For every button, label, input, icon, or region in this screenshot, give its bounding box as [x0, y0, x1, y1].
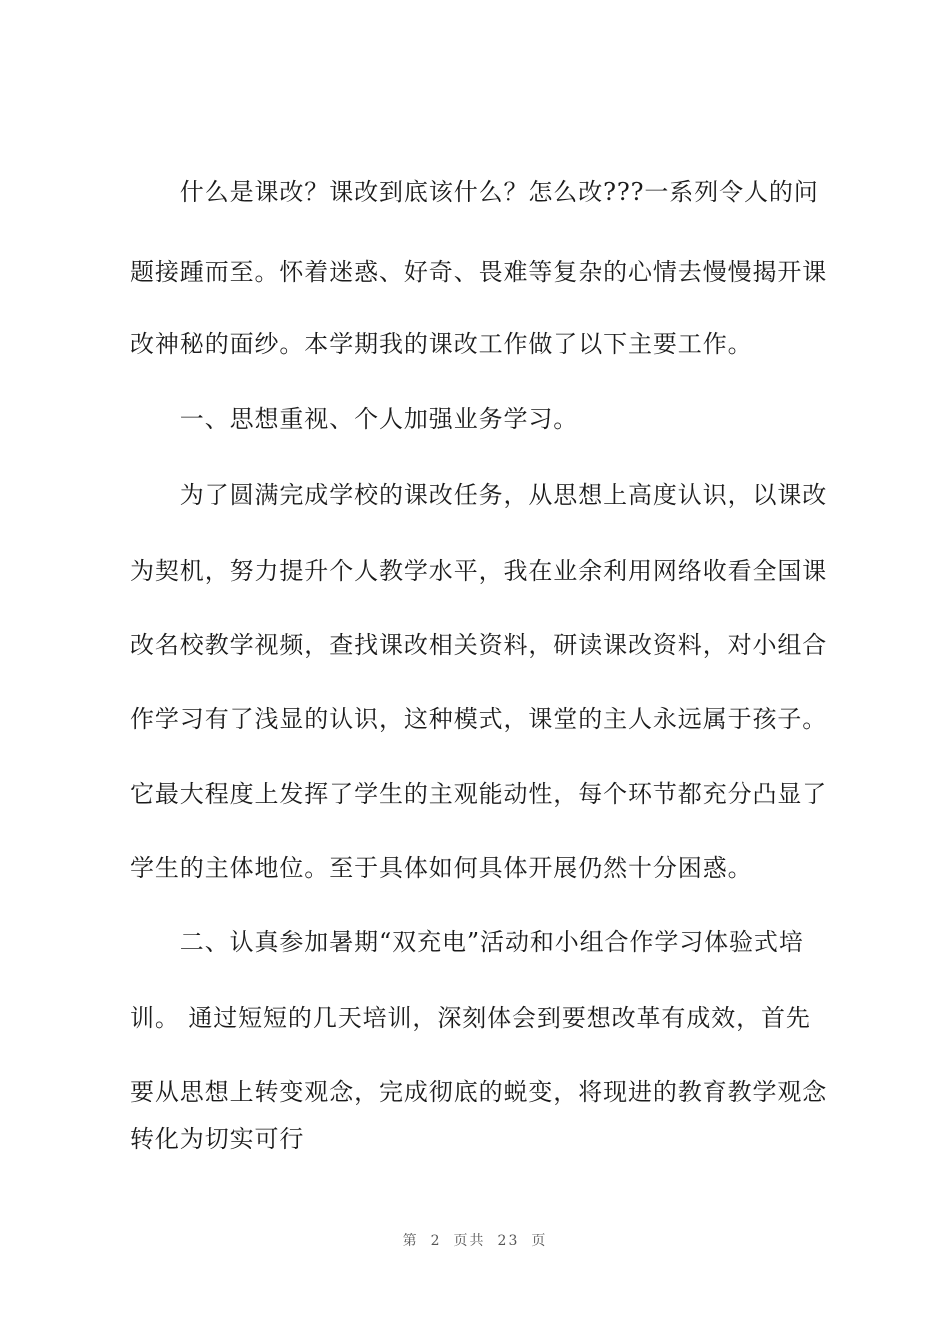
paragraph-line: 作学习有了浅显的认识，这种模式，课堂的主人永远属于孩子。 — [130, 705, 828, 733]
paragraph-line: 改神秘的面纱。本学期我的课改工作做了以下主要工作。 — [130, 330, 753, 358]
paragraph-line: 题接踵而至。怀着迷惑、好奇、畏难等复杂的心情去慢慢揭开课 — [130, 258, 828, 286]
paragraph-line: 为了圆满完成学校的课改任务，从思想上高度认识，以课改 — [130, 481, 828, 509]
total-pages-number: 23 — [497, 1233, 520, 1249]
footer-prefix: 第 — [402, 1233, 419, 1249]
paragraph-line: 训。 通过短短的几天培训，深刻体会到要想改革有成效，首先 — [130, 1004, 811, 1032]
paragraph-line: 为契机，努力提升个人教学水平，我在业余利用网络收看全国课 — [130, 557, 828, 585]
page-number-footer — [0, 1230, 950, 1250]
paragraph-line: 什么是课改？课改到底该什么？怎么改???一系列令人的问 — [130, 178, 819, 206]
current-page-number: 2 — [430, 1233, 442, 1249]
paragraph-line: 要从思想上转变观念，完成彻底的蜕变，将现进的教育教学观念 — [130, 1078, 828, 1106]
paragraph-line: 它最大程度上发挥了学生的主观能动性，每个环节都充分凸显了 — [130, 780, 828, 808]
paragraph-line: 学生的主体地位。至于具体如何具体开展仍然十分困惑。 — [130, 854, 753, 882]
paragraph-line: 转化为切实可行 — [130, 1125, 305, 1153]
footer-middle: 页共 — [453, 1233, 486, 1249]
footer-suffix: 页 — [531, 1233, 548, 1249]
section-heading: 一、思想重视、个人加强业务学习。 — [130, 405, 579, 433]
paragraph-line: 改名校教学视频，查找课改相关资料，研读课改资料，对小组合 — [130, 631, 828, 659]
section-heading: 二、认真参加暑期“双充电”活动和小组合作学习体验式培 — [130, 928, 804, 956]
